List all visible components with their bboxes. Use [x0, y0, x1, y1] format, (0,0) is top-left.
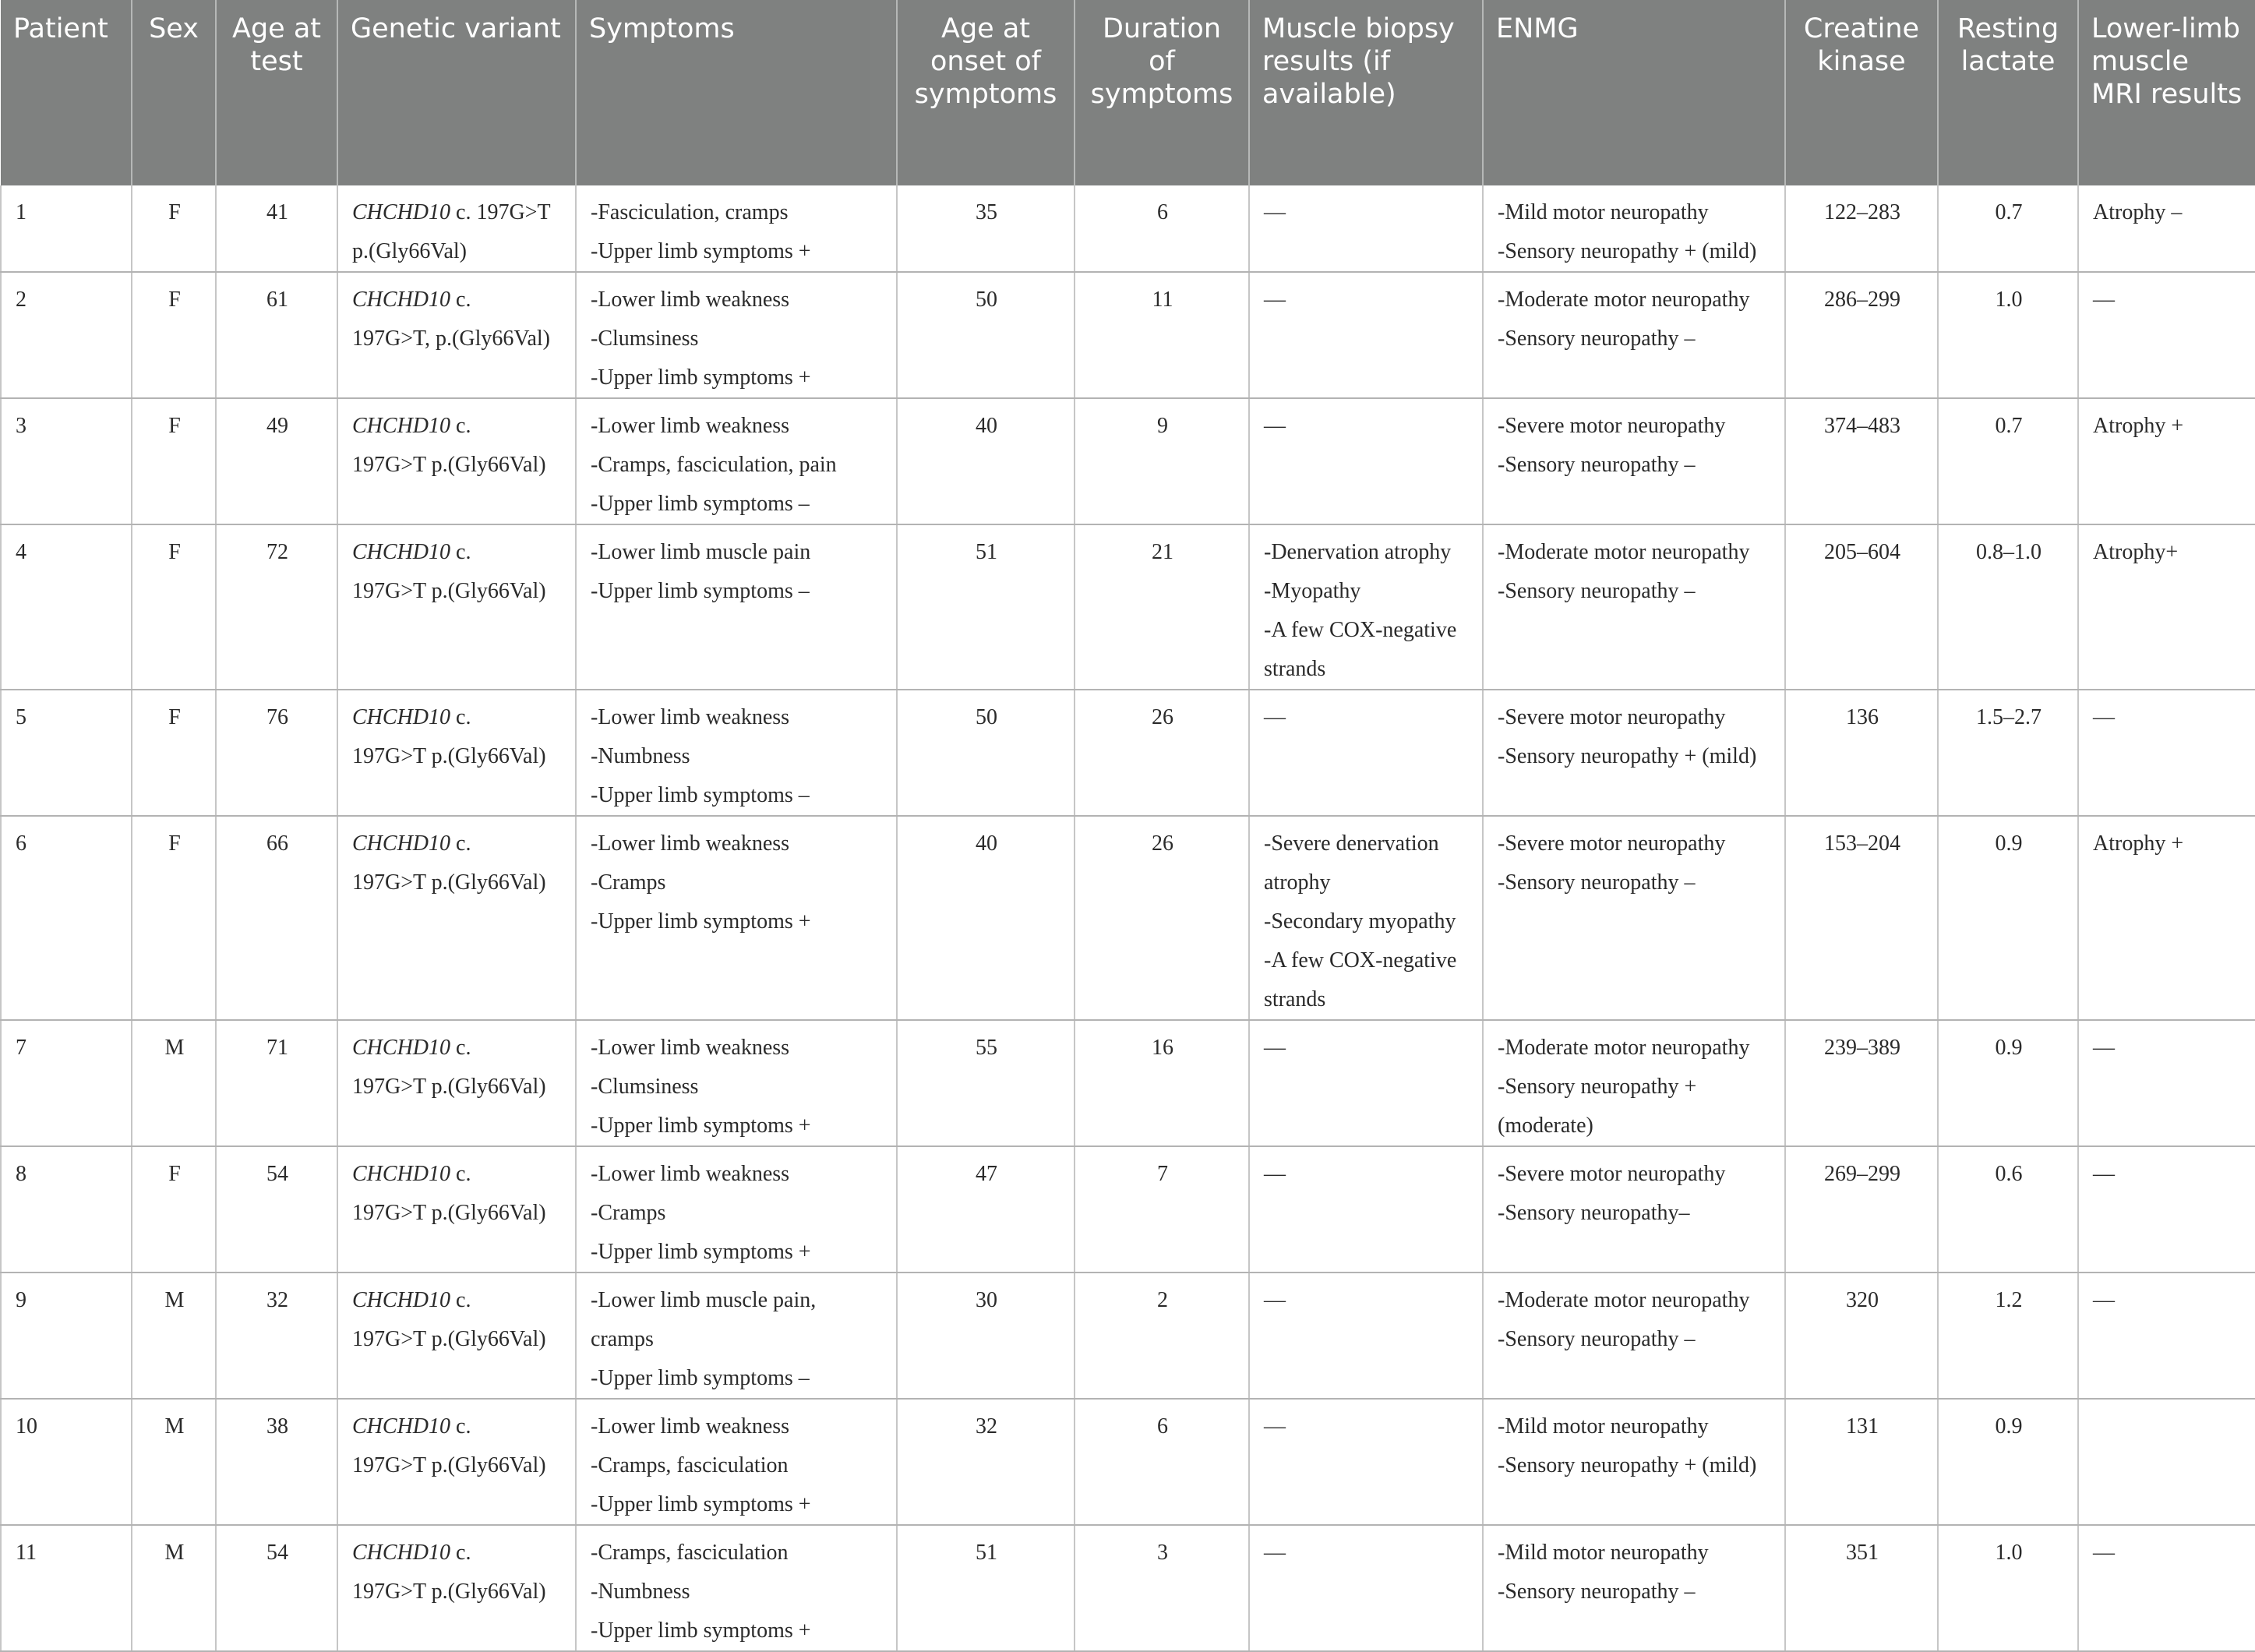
symptom-line: -Upper limb symptoms – [591, 1366, 810, 1390]
resting-lactate-cell: 1.0 [1938, 1525, 2078, 1651]
patient-cell: 10 [1, 1399, 132, 1525]
variant-text: c. [450, 1541, 471, 1565]
age-at-onset-cell: 51 [897, 524, 1075, 690]
muscle-biopsy-cell [1249, 690, 1483, 816]
sex-cell: M [132, 1273, 216, 1399]
symptoms-cell [576, 185, 897, 272]
enmg-cell [1483, 1020, 1785, 1146]
table-row [1, 690, 2255, 816]
biopsy-line: — [1264, 414, 1286, 438]
age-at-onset-cell: 55 [897, 1020, 1075, 1146]
gene-name: CHCHD10 [352, 831, 451, 856]
gene-name: CHCHD10 [352, 1414, 451, 1438]
header-duration: Duration of symptoms [1075, 0, 1249, 185]
biopsy-line: — [1264, 1414, 1286, 1438]
creatine-kinase-cell: 374–483 [1785, 398, 1938, 524]
mri-results-cell [2078, 1399, 2255, 1525]
enmg-line: -Sensory neuropathy + (mild) [1498, 239, 1757, 263]
symptom-line: -Upper limb symptoms + [591, 239, 811, 263]
enmg-line: -Moderate motor neuropathy [1498, 1288, 1750, 1312]
header-genetic-variant: Genetic variant [337, 0, 576, 185]
symptom-line: -Lower limb muscle pain [591, 540, 811, 564]
muscle-biopsy-cell [1249, 1146, 1483, 1273]
sex-cell: M [132, 1020, 216, 1146]
age-at-test-cell: 41 [216, 185, 337, 272]
symptom-line: -Upper limb symptoms + [591, 1114, 811, 1138]
age-at-onset-cell: 32 [897, 1399, 1075, 1525]
header-mri-results: Lower-limb muscle MRI results [2078, 0, 2255, 185]
variant-line [352, 193, 563, 232]
gene-name: CHCHD10 [352, 1541, 451, 1565]
enmg-line: -Severe motor neuropathy [1498, 831, 1726, 856]
biopsy-line: — [1264, 1288, 1286, 1312]
header-age-at-test: Age at test [216, 0, 337, 185]
sex-cell: F [132, 185, 216, 272]
enmg-line: -Sensory neuropathy – [1498, 1580, 1696, 1604]
genetic-variant-cell [337, 398, 576, 524]
enmg-line: -Moderate motor neuropathy [1498, 540, 1750, 564]
enmg-line: -Mild motor neuropathy [1498, 1541, 1709, 1565]
symptom-line: -Cramps, fasciculation [591, 1541, 789, 1565]
duration-cell: 16 [1075, 1020, 1249, 1146]
header-row [1, 0, 2255, 185]
symptoms-cell [576, 690, 897, 816]
enmg-line: -Sensory neuropathy – [1498, 453, 1696, 477]
sex-cell: F [132, 398, 216, 524]
variant-line: 197G>T p.(Gly66Val) [352, 579, 546, 603]
variant-line: 197G>T p.(Gly66Val) [352, 1580, 546, 1604]
variant-line: 197G>T p.(Gly66Val) [352, 870, 546, 895]
muscle-biopsy-cell [1249, 1020, 1483, 1146]
resting-lactate-cell: 0.7 [1938, 185, 2078, 272]
enmg-line: (moderate) [1498, 1114, 1593, 1138]
resting-lactate-cell: 0.7 [1938, 398, 2078, 524]
variant-line: 197G>T, p.(Gly66Val) [352, 327, 551, 351]
age-at-onset-cell: 51 [897, 1525, 1075, 1651]
table-row [1, 1020, 2255, 1146]
age-at-test-cell: 61 [216, 272, 337, 398]
enmg-cell [1483, 816, 1785, 1020]
sex-cell: F [132, 272, 216, 398]
gene-name: CHCHD10 [352, 705, 451, 729]
enmg-line: -Severe motor neuropathy [1498, 414, 1726, 438]
biopsy-line: atrophy [1264, 870, 1331, 895]
genetic-variant-cell [337, 816, 576, 1020]
patient-cell: 3 [1, 398, 132, 524]
age-at-test-cell: 54 [216, 1525, 337, 1651]
creatine-kinase-cell: 131 [1785, 1399, 1938, 1525]
patient-cell: 4 [1, 524, 132, 690]
age-at-test-cell: 66 [216, 816, 337, 1020]
symptom-line: -Upper limb symptoms + [591, 1618, 811, 1643]
age-at-onset-cell: 30 [897, 1273, 1075, 1399]
variant-line: 197G>T p.(Gly66Val) [352, 1201, 546, 1225]
symptom-line: -Upper limb symptoms – [591, 579, 810, 603]
resting-lactate-cell: 0.6 [1938, 1146, 2078, 1273]
table-row [1, 1273, 2255, 1399]
age-at-test-cell: 49 [216, 398, 337, 524]
symptoms-cell [576, 272, 897, 398]
mri-results-cell: Atrophy – [2078, 185, 2255, 272]
table-row [1, 1146, 2255, 1273]
symptom-line: -Cramps, fasciculation [591, 1453, 789, 1477]
symptom-line: -Lower limb weakness [591, 1036, 790, 1060]
creatine-kinase-cell: 136 [1785, 690, 1938, 816]
enmg-cell [1483, 1399, 1785, 1525]
biopsy-line: -Severe denervation [1264, 831, 1439, 856]
resting-lactate-cell: 0.8–1.0 [1938, 524, 2078, 690]
header-sex: Sex [132, 0, 216, 185]
duration-cell: 6 [1075, 1399, 1249, 1525]
biopsy-line: -Denervation atrophy [1264, 540, 1452, 564]
age-at-test-cell: 71 [216, 1020, 337, 1146]
enmg-line: -Sensory neuropathy + (mild) [1498, 1453, 1757, 1477]
creatine-kinase-cell: 239–389 [1785, 1020, 1938, 1146]
sex-cell: F [132, 690, 216, 816]
symptoms-cell [576, 1399, 897, 1525]
age-at-onset-cell: 35 [897, 185, 1075, 272]
variant-line [352, 1281, 563, 1320]
mri-results-cell: — [2078, 690, 2255, 816]
header-symptoms: Symptoms [576, 0, 897, 185]
creatine-kinase-cell: 286–299 [1785, 272, 1938, 398]
patient-cell: 2 [1, 272, 132, 398]
biopsy-line: — [1264, 1162, 1286, 1186]
enmg-cell [1483, 398, 1785, 524]
enmg-line: -Sensory neuropathy – [1498, 1327, 1696, 1351]
enmg-cell [1483, 1273, 1785, 1399]
symptom-line: -Upper limb symptoms + [591, 1240, 811, 1264]
creatine-kinase-cell: 153–204 [1785, 816, 1938, 1020]
genetic-variant-cell [337, 1020, 576, 1146]
symptoms-cell [576, 1146, 897, 1273]
symptom-line: -Cramps, fasciculation, pain [591, 453, 837, 477]
table-row [1, 1399, 2255, 1525]
symptom-line: -Numbness [591, 1580, 690, 1604]
genetic-variant-cell [337, 272, 576, 398]
enmg-cell [1483, 690, 1785, 816]
biopsy-line: -A few COX-negative [1264, 618, 1457, 642]
mri-results-cell: — [2078, 1146, 2255, 1273]
age-at-onset-cell: 50 [897, 272, 1075, 398]
genetic-variant-cell [337, 185, 576, 272]
symptom-line: -Lower limb weakness [591, 831, 790, 856]
biopsy-line: strands [1264, 987, 1326, 1011]
table-row [1, 524, 2255, 690]
enmg-line: -Sensory neuropathy – [1498, 327, 1696, 351]
resting-lactate-cell: 1.2 [1938, 1273, 2078, 1399]
sex-cell: M [132, 1399, 216, 1525]
muscle-biopsy-cell [1249, 1399, 1483, 1525]
patient-cell: 9 [1, 1273, 132, 1399]
mri-results-cell: Atrophy + [2078, 816, 2255, 1020]
enmg-line: -Sensory neuropathy – [1498, 870, 1696, 895]
biopsy-line: — [1264, 288, 1286, 312]
header-patient: Patient [1, 0, 132, 185]
muscle-biopsy-cell [1249, 524, 1483, 690]
variant-line [352, 698, 563, 737]
creatine-kinase-cell: 269–299 [1785, 1146, 1938, 1273]
header-enmg: ENMG [1483, 0, 1785, 185]
sex-cell: F [132, 816, 216, 1020]
variant-line: 197G>T p.(Gly66Val) [352, 1327, 546, 1351]
mri-results-cell: Atrophy + [2078, 398, 2255, 524]
patient-cell: 5 [1, 690, 132, 816]
symptoms-cell [576, 1273, 897, 1399]
resting-lactate-cell: 1.5–2.7 [1938, 690, 2078, 816]
symptom-line: -Upper limb symptoms – [591, 492, 810, 516]
variant-line: 197G>T p.(Gly66Val) [352, 453, 546, 477]
header-creatine-kinase: Creatine kinase [1785, 0, 1938, 185]
variant-text: c. [450, 1036, 471, 1060]
header-muscle-biopsy: Muscle biopsy results (if available) [1249, 0, 1483, 185]
biopsy-line: — [1264, 705, 1286, 729]
gene-name: CHCHD10 [352, 200, 451, 224]
biopsy-line: — [1264, 200, 1286, 224]
creatine-kinase-cell: 122–283 [1785, 185, 1938, 272]
enmg-cell [1483, 1146, 1785, 1273]
symptom-line: -Upper limb symptoms + [591, 909, 811, 934]
duration-cell: 2 [1075, 1273, 1249, 1399]
gene-name: CHCHD10 [352, 1162, 451, 1186]
variant-text: c. [450, 1414, 471, 1438]
symptom-line: -Lower limb weakness [591, 288, 790, 312]
muscle-biopsy-cell [1249, 1273, 1483, 1399]
enmg-line: -Mild motor neuropathy [1498, 200, 1709, 224]
muscle-biopsy-cell [1249, 185, 1483, 272]
age-at-onset-cell: 50 [897, 690, 1075, 816]
variant-line: 197G>T p.(Gly66Val) [352, 1075, 546, 1099]
symptom-line: -Lower limb weakness [591, 1162, 790, 1186]
gene-name: CHCHD10 [352, 414, 451, 438]
variant-text: c. [450, 414, 471, 438]
variant-line [352, 281, 563, 319]
age-at-test-cell: 54 [216, 1146, 337, 1273]
age-at-onset-cell: 47 [897, 1146, 1075, 1273]
duration-cell: 11 [1075, 272, 1249, 398]
biopsy-line: -Myopathy [1264, 579, 1361, 603]
symptoms-cell [576, 398, 897, 524]
table-body [1, 185, 2255, 1651]
variant-text: c. [450, 831, 471, 856]
table-row [1, 398, 2255, 524]
age-at-test-cell: 72 [216, 524, 337, 690]
symptom-line: -Cramps [591, 870, 666, 895]
duration-cell: 26 [1075, 816, 1249, 1020]
table-row [1, 185, 2255, 272]
enmg-line: -Sensory neuropathy + (mild) [1498, 744, 1757, 768]
patient-cell: 1 [1, 185, 132, 272]
resting-lactate-cell: 0.9 [1938, 816, 2078, 1020]
enmg-line: -Moderate motor neuropathy [1498, 1036, 1750, 1060]
table-row [1, 272, 2255, 398]
patient-cell: 6 [1, 816, 132, 1020]
enmg-line: -Sensory neuropathy– [1498, 1201, 1690, 1225]
enmg-cell [1483, 524, 1785, 690]
sex-cell: F [132, 1146, 216, 1273]
duration-cell: 3 [1075, 1525, 1249, 1651]
symptom-line: cramps [591, 1327, 654, 1351]
enmg-line: -Severe motor neuropathy [1498, 705, 1726, 729]
variant-line [352, 1407, 563, 1446]
resting-lactate-cell: 0.9 [1938, 1020, 2078, 1146]
gene-name: CHCHD10 [352, 1288, 451, 1312]
duration-cell: 26 [1075, 690, 1249, 816]
gene-name: CHCHD10 [352, 288, 451, 312]
variant-line: 197G>T p.(Gly66Val) [352, 744, 546, 768]
age-at-test-cell: 32 [216, 1273, 337, 1399]
variant-text: c. [450, 1162, 471, 1186]
patient-cell: 11 [1, 1525, 132, 1651]
symptom-line: -Numbness [591, 744, 690, 768]
age-at-onset-cell: 40 [897, 398, 1075, 524]
variant-text: c. [450, 288, 471, 312]
patient-cell: 7 [1, 1020, 132, 1146]
biopsy-line: -Secondary myopathy [1264, 909, 1456, 934]
header-resting-lactate: Resting lactate [1938, 0, 2078, 185]
variant-line [352, 407, 563, 446]
mri-results-cell: — [2078, 1273, 2255, 1399]
symptom-line: -Fasciculation, cramps [591, 200, 789, 224]
genetic-variant-cell [337, 690, 576, 816]
genetic-variant-cell [337, 1273, 576, 1399]
variant-line [352, 533, 563, 572]
duration-cell: 9 [1075, 398, 1249, 524]
variant-line: 197G>T p.(Gly66Val) [352, 1453, 546, 1477]
duration-cell: 21 [1075, 524, 1249, 690]
mri-results-cell: — [2078, 1020, 2255, 1146]
symptom-line: -Upper limb symptoms – [591, 783, 810, 807]
age-at-test-cell: 76 [216, 690, 337, 816]
mri-results-cell: — [2078, 1525, 2255, 1651]
creatine-kinase-cell: 320 [1785, 1273, 1938, 1399]
variant-line [352, 1029, 563, 1068]
age-at-onset-cell: 40 [897, 816, 1075, 1020]
variant-text: c. [450, 1288, 471, 1312]
biopsy-line: — [1264, 1541, 1286, 1565]
symptom-line: -Upper limb symptoms + [591, 365, 811, 390]
genetic-variant-cell [337, 1399, 576, 1525]
enmg-line: -Mild motor neuropathy [1498, 1414, 1709, 1438]
duration-cell: 7 [1075, 1146, 1249, 1273]
biopsy-line: -A few COX-negative [1264, 948, 1457, 972]
creatine-kinase-cell: 205–604 [1785, 524, 1938, 690]
biopsy-line: — [1264, 1036, 1286, 1060]
muscle-biopsy-cell [1249, 272, 1483, 398]
mri-results-cell: — [2078, 272, 2255, 398]
muscle-biopsy-cell [1249, 816, 1483, 1020]
resting-lactate-cell: 0.9 [1938, 1399, 2078, 1525]
mri-results-cell: Atrophy+ [2078, 524, 2255, 690]
symptom-line: -Lower limb weakness [591, 1414, 790, 1438]
header-age-at-onset: Age at onset of symptoms [897, 0, 1075, 185]
age-at-test-cell: 38 [216, 1399, 337, 1525]
symptoms-cell [576, 816, 897, 1020]
patient-cell: 8 [1, 1146, 132, 1273]
symptom-line: -Clumsiness [591, 327, 699, 351]
sex-cell: F [132, 524, 216, 690]
variant-text: c. 197G>T [450, 200, 551, 224]
variant-line [352, 1155, 563, 1194]
gene-name: CHCHD10 [352, 540, 451, 564]
symptom-line: -Upper limb symptoms + [591, 1492, 811, 1516]
symptom-line: -Clumsiness [591, 1075, 699, 1099]
resting-lactate-cell: 1.0 [1938, 272, 2078, 398]
enmg-line: -Severe motor neuropathy [1498, 1162, 1726, 1186]
genetic-variant-cell [337, 524, 576, 690]
muscle-biopsy-cell [1249, 398, 1483, 524]
table-row [1, 816, 2255, 1020]
symptom-line: -Cramps [591, 1201, 666, 1225]
symptoms-cell [576, 1020, 897, 1146]
enmg-cell [1483, 185, 1785, 272]
creatine-kinase-cell: 351 [1785, 1525, 1938, 1651]
variant-line: p.(Gly66Val) [352, 239, 467, 263]
variant-line [352, 1534, 563, 1573]
enmg-line: -Sensory neuropathy + [1498, 1075, 1697, 1099]
symptom-line: -Lower limb muscle pain, [591, 1288, 817, 1312]
variant-text: c. [450, 540, 471, 564]
enmg-cell [1483, 272, 1785, 398]
symptom-line: -Lower limb weakness [591, 414, 790, 438]
gene-name: CHCHD10 [352, 1036, 451, 1060]
symptom-line: -Lower limb weakness [591, 705, 790, 729]
variant-line [352, 824, 563, 863]
variant-text: c. [450, 705, 471, 729]
symptoms-cell [576, 524, 897, 690]
enmg-line: -Sensory neuropathy – [1498, 579, 1696, 603]
duration-cell: 6 [1075, 185, 1249, 272]
sex-cell: M [132, 1525, 216, 1651]
genetic-variant-cell [337, 1146, 576, 1273]
enmg-line: -Moderate motor neuropathy [1498, 288, 1750, 312]
biopsy-line: strands [1264, 657, 1326, 681]
